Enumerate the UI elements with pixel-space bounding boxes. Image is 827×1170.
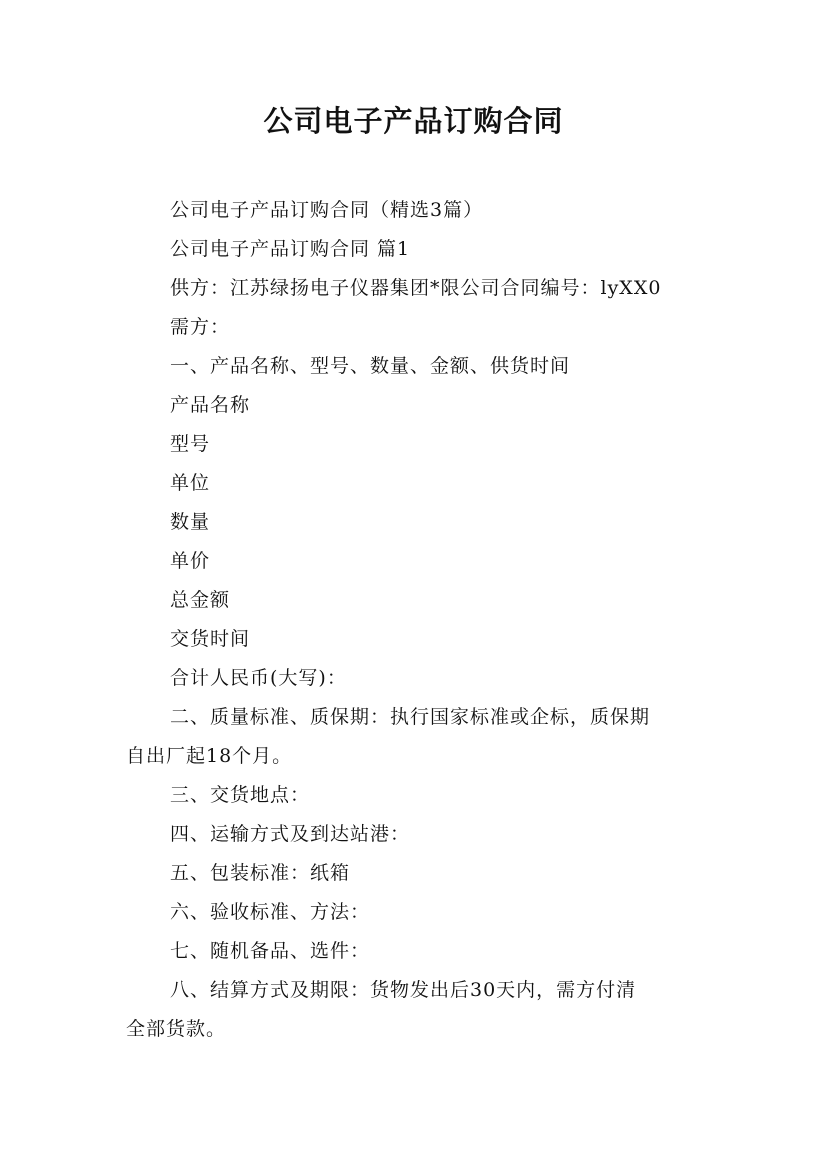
paragraph-supplier: 供方：江苏绿扬电子仪器集团*限公司合同编号：lyXX0 xyxy=(170,277,662,299)
field-delivery-time: 交货时间 xyxy=(170,628,251,650)
paragraph-clause-7: 七、随机备品、选件： xyxy=(170,940,371,962)
document-title: 公司电子产品订购合同 xyxy=(263,104,564,138)
field-unit: 单位 xyxy=(170,472,211,494)
field-total-rmb: 合计人民币(大写)： xyxy=(170,667,347,689)
paragraph-clause-4: 四、运输方式及到达站港： xyxy=(170,823,411,845)
paragraph-clause-2: 二、质量标准、质保期：执行国家标准或企标，质保期 xyxy=(170,706,651,728)
paragraph-section-heading: 公司电子产品订购合同 篇1 xyxy=(170,238,411,260)
field-total-amount: 总金额 xyxy=(170,589,231,611)
field-model: 型号 xyxy=(170,433,211,455)
field-unit-price: 单价 xyxy=(170,550,211,572)
paragraph-clause-2-continued: 自出厂起18个月。 xyxy=(126,745,293,767)
paragraph-buyer: 需方： xyxy=(170,316,231,338)
field-product-name: 产品名称 xyxy=(170,394,251,416)
paragraph-clause-8-continued: 全部货款。 xyxy=(126,1018,227,1040)
paragraph-clause-3: 三、交货地点： xyxy=(170,784,311,806)
paragraph-clause-6: 六、验收标准、方法： xyxy=(170,901,371,923)
paragraph-clause-5: 五、包装标准：纸箱 xyxy=(170,862,351,884)
paragraph-subtitle: 公司电子产品订购合同（精选3篇） xyxy=(170,199,484,221)
paragraph-clause-1: 一、产品名称、型号、数量、金额、供货时间 xyxy=(170,355,571,377)
paragraph-clause-8: 八、结算方式及期限：货物发出后30天内，需方付清 xyxy=(170,979,637,1001)
field-quantity: 数量 xyxy=(170,511,211,533)
